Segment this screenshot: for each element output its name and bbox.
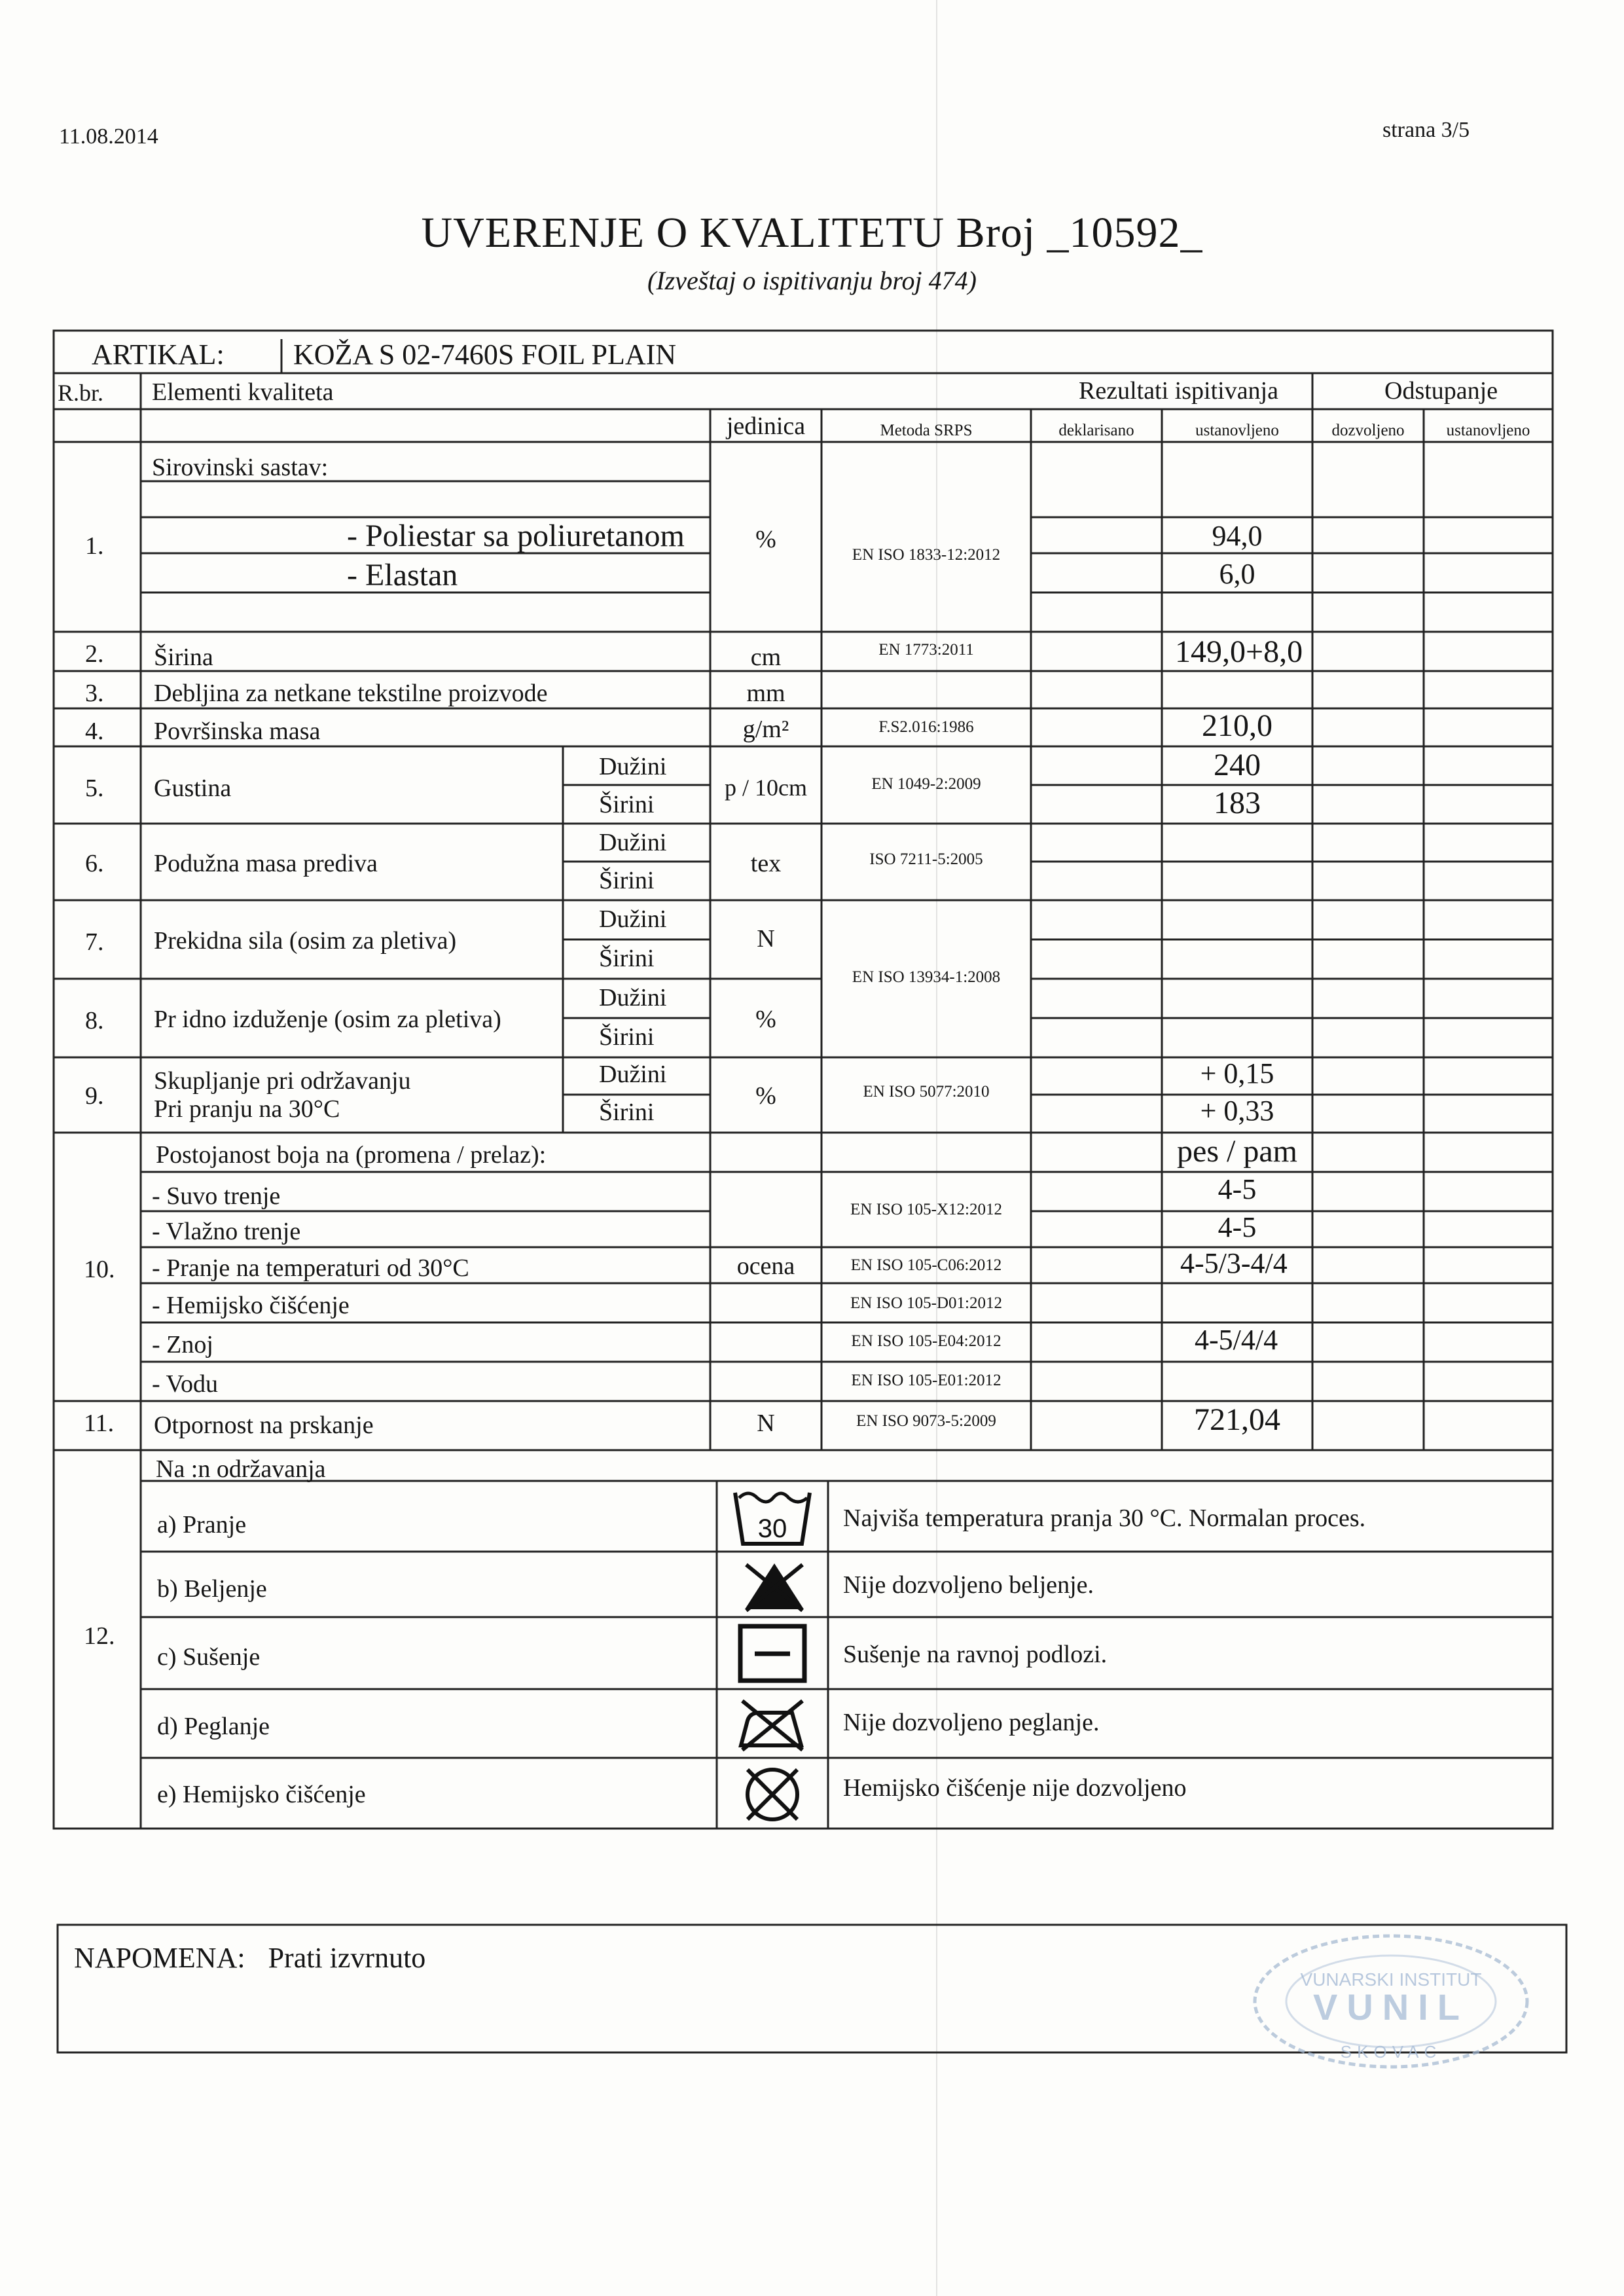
row5-val2: 183	[1214, 786, 1261, 820]
row1-unit: %	[755, 526, 776, 553]
row7-s: Širini	[599, 945, 655, 972]
row10-item-vodu: - Vodu	[152, 1370, 219, 1398]
row6-num: 6.	[85, 850, 104, 877]
care-label-pranje: a) Pranje	[157, 1511, 247, 1539]
header-elementi: Elementi kvaliteta	[152, 378, 334, 406]
care-desc-pranje: Najviša temperatura pranja 30 °C. Normalan proces.	[843, 1504, 1366, 1532]
stamp-top-text: VUNARSKI INSTITUT	[1300, 1969, 1482, 1990]
care-label-susenje: c) Sušenje	[157, 1643, 261, 1671]
row3-unit: mm	[746, 680, 785, 707]
row6-unit: tex	[750, 850, 782, 877]
row7-label: Prekidna sila (osim za pletiva)	[154, 927, 457, 955]
dry-flat-icon	[736, 1622, 808, 1685]
row5-unit: p / 10cm	[725, 774, 807, 801]
no-iron-icon	[733, 1694, 812, 1753]
row1-num: 1.	[85, 532, 104, 560]
row10-val-znoj: 4-5/4/4	[1195, 1324, 1278, 1356]
care-desc-hemijsko: Hemijsko čišćenje nije dozvoljeno	[843, 1774, 1187, 1802]
row9-method: EN ISO 5077:2010	[863, 1083, 990, 1101]
header-rbr: R.br.	[58, 380, 104, 406]
row1-method: EN ISO 1833-12:2012	[852, 546, 1001, 564]
row5-s: Širini	[599, 791, 655, 818]
row1-item1: - Poliestar sa poliuretanom	[347, 519, 685, 553]
header-ustanovljeno2: ustanovljeno	[1446, 422, 1530, 439]
row10-val-suvo: 4-5	[1218, 1173, 1257, 1205]
row1-val1: 94,0	[1212, 520, 1263, 552]
document-title: UVERENJE O KVALITETU Broj _10592_	[421, 209, 1203, 257]
row8-label: Pr idno izduženje (osim za pletiva)	[154, 1006, 501, 1033]
row10-item-pranje: - Pranje na temperaturi od 30°C	[152, 1254, 469, 1282]
row10-item-vlazno: - Vlažno trenje	[152, 1218, 301, 1245]
row6-s: Širini	[599, 867, 655, 894]
row11-method: EN ISO 9073-5:2009	[856, 1412, 996, 1430]
row8-num: 8.	[85, 1007, 104, 1034]
document-date: 11.08.2014	[59, 124, 158, 149]
row8-d: Dužini	[599, 984, 667, 1011]
row9-label1: Skupljanje pri održavanju	[154, 1067, 411, 1095]
row2-num: 2.	[85, 640, 104, 668]
row6-label: Podužna masa prediva	[154, 850, 378, 877]
row7-num: 7.	[85, 928, 104, 956]
wash-30-icon	[730, 1486, 815, 1548]
row2-unit: cm	[750, 644, 782, 671]
header-ustanovljeno: ustanovljeno	[1195, 422, 1279, 439]
row5-label: Gustina	[154, 774, 232, 802]
row10-item-suvo: - Suvo trenje	[152, 1182, 281, 1210]
row10-method-hem: EN ISO 105-D01:2012	[850, 1294, 1002, 1312]
row1-item2: - Elastan	[347, 558, 458, 592]
page-number: strana 3/5	[1382, 118, 1470, 142]
row10-item-znoj: - Znoj	[152, 1331, 213, 1358]
row9-unit: %	[755, 1082, 776, 1110]
row11-num: 11.	[84, 1410, 115, 1437]
row4-num: 4.	[85, 718, 104, 745]
institute-stamp	[1247, 1928, 1535, 2075]
stamp-middle-text: VUNIL	[1313, 1986, 1469, 2028]
row7-d: Dužini	[599, 905, 667, 933]
row1-label: Sirovinski sastav:	[152, 454, 329, 481]
row10-val-vlazno: 4-5	[1218, 1211, 1257, 1243]
row10-method-vodu: EN ISO 105-E01:2012	[851, 1372, 1001, 1389]
row10-item-hem: - Hemijsko čišćenje	[152, 1292, 350, 1319]
header-deklarisano: deklarisano	[1058, 422, 1134, 439]
header-odstupanje: Odstupanje	[1384, 377, 1498, 405]
row5-val1: 240	[1214, 748, 1261, 782]
row3-label: Debljina za netkane tekstilne proizvode	[154, 680, 548, 707]
care-label-peglanje: d) Peglanje	[157, 1713, 270, 1740]
row2-val: 149,0+8,0	[1175, 634, 1303, 669]
row10-val-pranje: 4-5/3-4/4	[1180, 1247, 1288, 1279]
care-label-beljenje: b) Beljenje	[157, 1575, 267, 1603]
care-desc-peglanje: Nije dozvoljeno peglanje.	[843, 1709, 1100, 1736]
row10-unit: ocena	[736, 1252, 795, 1280]
stamp-bottom-text: SKOVAC	[1340, 2042, 1442, 2062]
napomena-box	[74, 1941, 425, 1975]
header-rezultati: Rezultati ispitivanja	[1079, 377, 1278, 405]
row8-s: Širini	[599, 1023, 655, 1051]
no-bleach-icon	[738, 1558, 810, 1614]
row5-d: Dužini	[599, 753, 667, 780]
row9-s: Širini	[599, 1099, 655, 1126]
document-subtitle: (Izveštaj o ispitivanju broj 474)	[647, 266, 977, 295]
row10-method-znoj: EN ISO 105-E04:2012	[851, 1332, 1001, 1350]
row10-header-val: pes / pam	[1177, 1134, 1297, 1169]
row8-unit: %	[755, 1006, 776, 1033]
row12-num: 12.	[84, 1622, 115, 1650]
artikal-value: KOŽA S 02-7460S FOIL PLAIN	[293, 338, 677, 371]
row9-val2: + 0,33	[1200, 1095, 1274, 1127]
row4-unit: g/m²	[742, 716, 789, 743]
napomena-value: Prati izvrnuto	[268, 1942, 426, 1974]
row6-method: ISO 7211-5:2005	[869, 850, 983, 868]
row11-label: Otpornost na prskanje	[154, 1412, 374, 1439]
row10-label: Postojanost boja na (promena / prelaz):	[156, 1141, 547, 1169]
row6-d: Dužini	[599, 829, 667, 856]
row4-val: 210,0	[1202, 708, 1272, 743]
row4-label: Površinska masa	[154, 718, 321, 745]
care-desc-susenje: Sušenje na ravnoj podlozi.	[843, 1641, 1108, 1668]
row5-num: 5.	[85, 774, 104, 802]
row12-label: Na :n održavanja	[156, 1455, 326, 1483]
row9-label2: Pri pranju na 30°C	[154, 1095, 340, 1123]
row11-unit: N	[757, 1410, 775, 1437]
napomena-label: NAPOMENA:	[74, 1942, 245, 1974]
row4-method: F.S2.016:1986	[878, 718, 974, 736]
row10-method-trenje: EN ISO 105-X12:2012	[850, 1201, 1002, 1218]
wash-temperature-text: 30	[757, 1514, 787, 1543]
no-dry-clean-icon	[740, 1763, 805, 1825]
row5-method: EN 1049-2:2009	[871, 775, 981, 793]
row3-num: 3.	[85, 680, 104, 707]
care-label-hemijsko: e) Hemijsko čišćenje	[157, 1781, 366, 1808]
row2-method: EN 1773:2011	[878, 641, 974, 659]
row11-val: 721,04	[1194, 1402, 1280, 1437]
care-desc-beljenje: Nije dozvoljeno beljenje.	[843, 1571, 1094, 1599]
row1-val2: 6,0	[1219, 558, 1255, 590]
header-dozvoljeno: dozvoljeno	[1331, 422, 1405, 439]
header-jedinica: jedinica	[726, 412, 806, 440]
row7-unit: N	[757, 925, 775, 953]
row9-val1: + 0,15	[1200, 1057, 1274, 1089]
row78-method: EN ISO 13934-1:2008	[852, 968, 1001, 986]
row9-num: 9.	[85, 1082, 104, 1110]
row10-num: 10.	[84, 1256, 115, 1283]
row10-method-pranje: EN ISO 105-C06:2012	[850, 1256, 1002, 1274]
row2-label: Širina	[154, 644, 213, 671]
artikal-label: ARTIKAL:	[92, 338, 225, 371]
header-metoda: Metoda SRPS	[880, 422, 973, 439]
row9-d: Dužini	[599, 1061, 667, 1088]
